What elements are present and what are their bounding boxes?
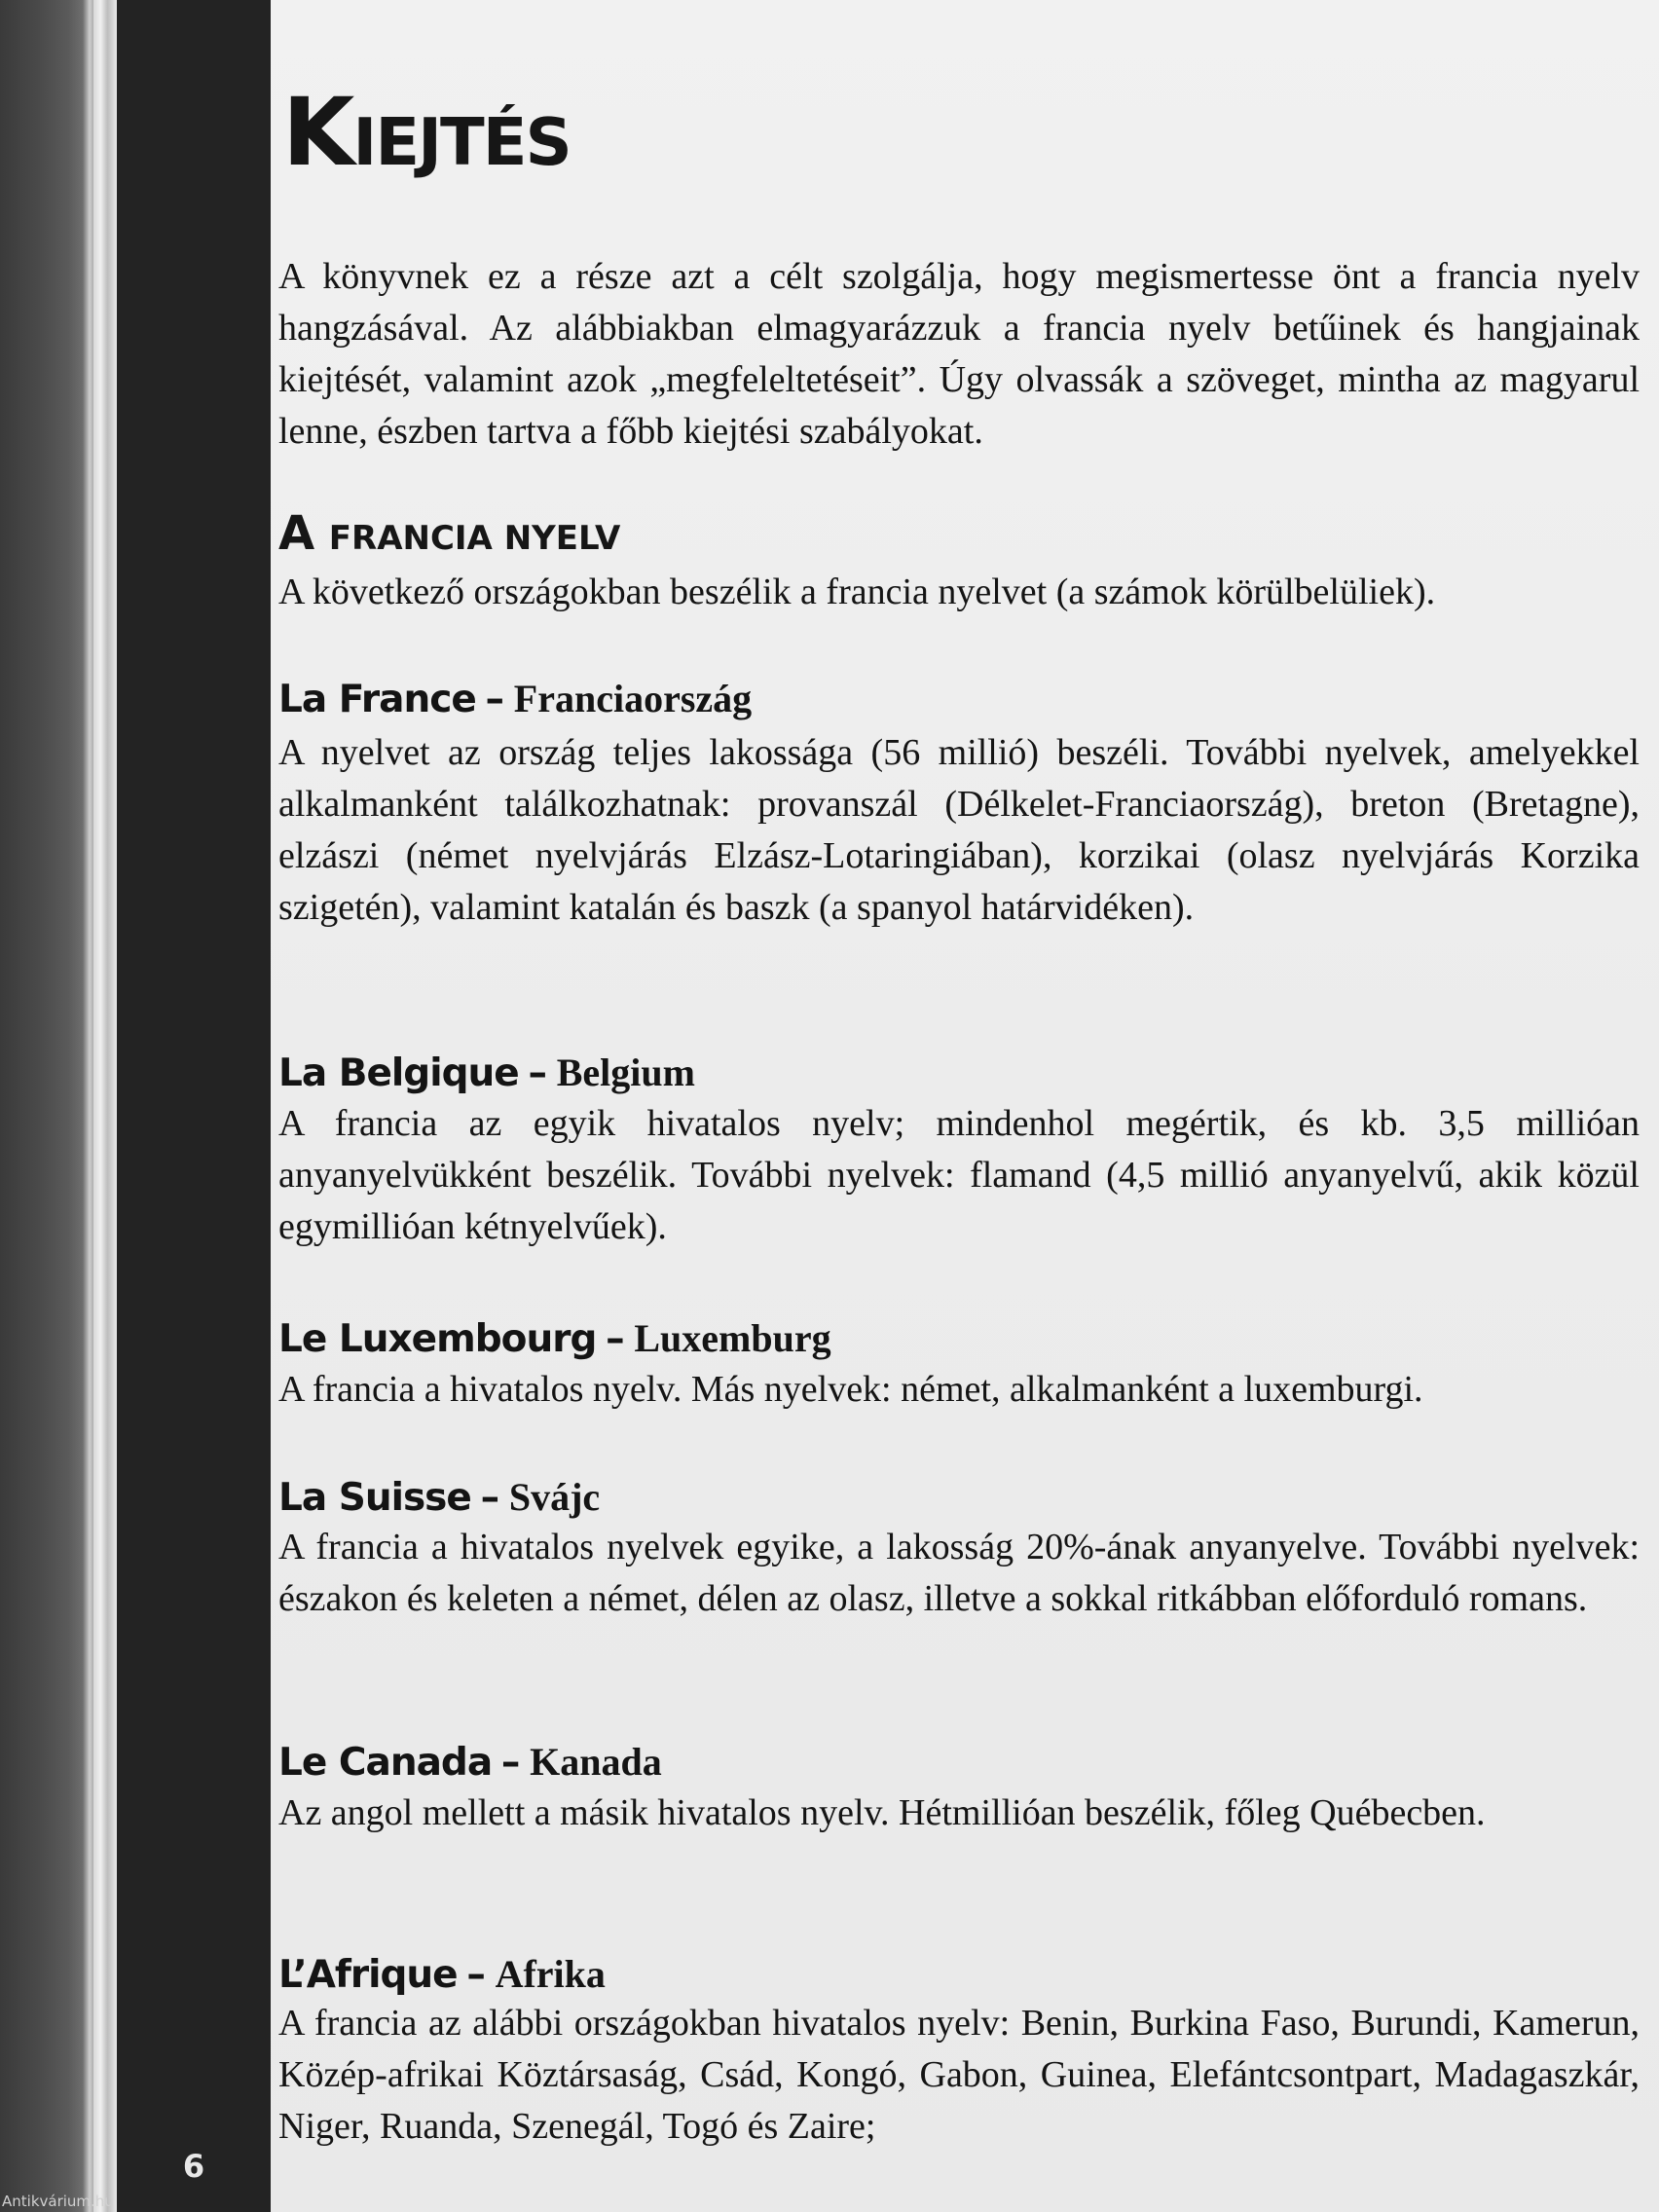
- country-hungarian-name: Svájc: [508, 1475, 601, 1519]
- country-heading-switzerland: [278, 1475, 601, 1520]
- country-text-france: A nyelvet az ország teljes lakossága (56 millió) beszéli. További nyelvek, amelyekkel alkalmanként találkozhatnak: provanszál (Délkelet-Franciaország), breton (Bretagne), elzászi (német nyelvjárás Elzász-Lotaringiában), korzikai (olasz nyelvjárás Korzika szigetén), valamint katalán és baszk (a spanyol határvidéken).: [278, 732, 1640, 928]
- section-heading: [278, 506, 621, 561]
- section-heading-rest: FRANCIA NYELV: [328, 519, 621, 558]
- page-title: Kiejtés: [282, 78, 571, 187]
- country-heading-france: [278, 677, 753, 721]
- country-text-belgium: A francia az egyik hivatalos nyelv; mindenhol megértik, és kb. 3,5 millióan anyanyelvükként beszélik. További nyelvek: flamand (4,5 millió anyanyelvű, akik közül egymillióan kétnyelvűek).: [278, 1103, 1640, 1247]
- book-binding-edge: [0, 0, 97, 2212]
- watermark: Antikvárium.hu: [2, 2193, 114, 2210]
- country-hungarian-name: Belgium: [556, 1051, 695, 1094]
- heading-dash: –: [500, 1741, 521, 1785]
- country-hungarian-name: Kanada: [530, 1740, 662, 1784]
- country-heading-belgium: [278, 1051, 695, 1095]
- country-hungarian-name: Luxemburg: [634, 1316, 831, 1360]
- heading-dash: –: [528, 1051, 547, 1095]
- page-stack-edge: [93, 0, 117, 2212]
- country-french-name: Le Canada: [278, 1741, 493, 1785]
- country-heading-africa: [278, 1952, 606, 1997]
- country-text-africa: A francia az alábbi országokban hivatalos nyelv: Benin, Burkina Faso, Burundi, Kamerun, Közép-afrikai Köztársaság, Csád, Kongó, Gabon, Guinea, Elefántcsontpart, Madagaszkár, Niger, Ruanda, Szenegál, Togó és Zaire;: [278, 2003, 1640, 2147]
- country-text-canada: Az angol mellett a másik hivatalos nyelv. Hétmillióan beszélik, főleg Québecben.: [278, 1792, 1486, 1833]
- country-heading-canada: [278, 1740, 662, 1785]
- country-french-name: La France: [278, 678, 476, 721]
- heading-dash: –: [485, 678, 505, 721]
- heading-dash: –: [466, 1953, 486, 1997]
- country-heading-luxembourg: [278, 1316, 831, 1361]
- section-intro: A következő országokban beszélik a francia nyelvet (a számok körülbelüliek).: [278, 571, 1436, 612]
- country-text-switzerland: A francia a hivatalos nyelvek egyike, a lakosság 20%-ának anyanyelve. További nyelvek: északon és keleten a német, délen az olasz, illetve a sokkal ritkábban előforduló romans.: [278, 1527, 1640, 1619]
- country-hungarian-name: Afrika: [495, 1952, 606, 1996]
- country-french-name: L’Afrique: [278, 1953, 458, 1997]
- section-heading-initial: A: [278, 506, 315, 561]
- dark-side-band: [117, 0, 271, 2212]
- intro-paragraph: A könyvnek ez a része azt a célt szolgálja, hogy megismertesse önt a francia nyelv hangzásával. Az alábbiakban elmagyarázzuk a francia nyelv betűinek és hangjainak kiejtését, valamint azok „megfeleltetéseit”. Úgy olvassák a szöveget, mintha az magyarul lenne, észben tartva a főbb kiejtési szabályokat.: [278, 256, 1640, 452]
- country-french-name: La Suisse: [278, 1476, 471, 1520]
- page-number: 6: [182, 2148, 205, 2185]
- heading-dash: –: [606, 1317, 625, 1361]
- heading-dash: –: [480, 1476, 500, 1520]
- country-hungarian-name: Franciaország: [513, 677, 753, 720]
- country-french-name: La Belgique: [278, 1051, 519, 1095]
- country-french-name: Le Luxembourg: [278, 1317, 597, 1361]
- book-page: [271, 0, 1659, 2212]
- country-text-luxembourg: A francia a hivatalos nyelv. Más nyelvek: német, alkalmanként a luxemburgi.: [278, 1369, 1423, 1410]
